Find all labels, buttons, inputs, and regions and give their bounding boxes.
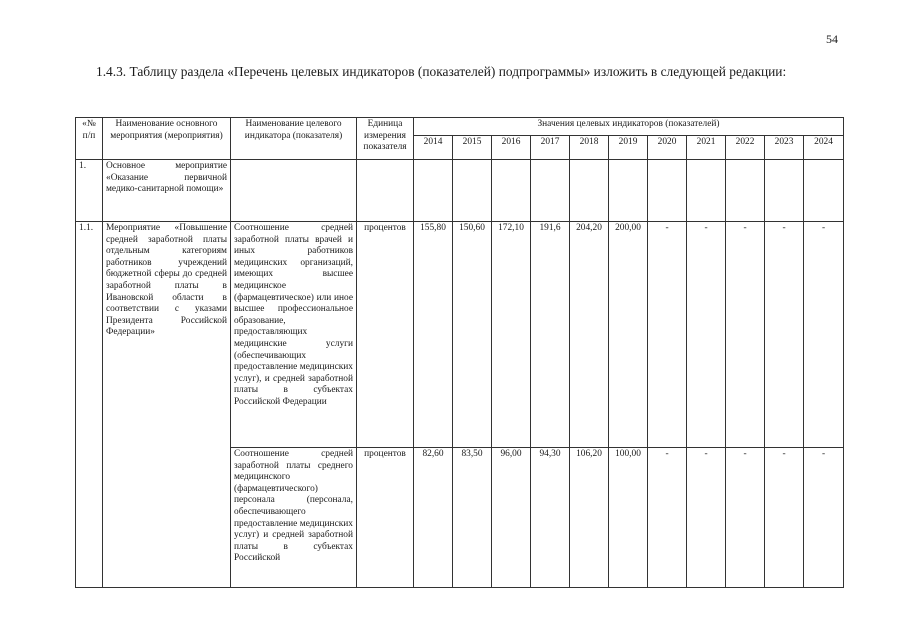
row-value <box>765 160 804 222</box>
row-value: 155,80 <box>414 222 453 448</box>
row-value: - <box>726 222 765 448</box>
row-num: 1.1. <box>76 222 103 588</box>
header-unit: Единица измерения показателя <box>357 118 414 160</box>
row-value <box>414 160 453 222</box>
row-num: 1. <box>76 160 103 222</box>
row-value: - <box>687 448 726 588</box>
row-value: - <box>765 222 804 448</box>
row-value <box>531 160 570 222</box>
row-value: 100,00 <box>609 448 648 588</box>
indicators-table <box>75 117 844 588</box>
header-year: 2018 <box>570 136 609 160</box>
row-unit <box>357 160 414 222</box>
row-value: 191,6 <box>531 222 570 448</box>
intro-paragraph: 1.4.3. Таблицу раздела «Перечень целевых индикаторов (показателей) подпрограммы» изложить в следующей редакции: <box>96 64 787 79</box>
row-value: 200,00 <box>609 222 648 448</box>
row-value: 94,30 <box>531 448 570 588</box>
row-indicator: Соотношение средней заработной платы среднего медицинского (фармацевтического) персонала (персонала, обеспечивающего предоставление медицинских услуг) и средней заработной платы в субъектах Российской <box>231 448 357 588</box>
row-value <box>453 160 492 222</box>
header-year: 2024 <box>804 136 844 160</box>
row-value: - <box>726 448 765 588</box>
table-header-row <box>76 118 844 136</box>
header-indicator: Наименование целевого индикатора (показателя) <box>231 118 357 160</box>
row-value <box>492 160 531 222</box>
row-value: 83,50 <box>453 448 492 588</box>
header-year: 2022 <box>726 136 765 160</box>
page-number: 54 <box>826 32 838 46</box>
row-value: 150,60 <box>453 222 492 448</box>
row-value <box>726 160 765 222</box>
header-year: 2020 <box>648 136 687 160</box>
row-value: - <box>804 222 844 448</box>
header-event: Наименование основного мероприятия (мероприятия) <box>103 118 231 160</box>
header-year: 2021 <box>687 136 726 160</box>
row-value: 204,20 <box>570 222 609 448</box>
row-value: 106,20 <box>570 448 609 588</box>
row-value <box>570 160 609 222</box>
header-year: 2023 <box>765 136 804 160</box>
header-values: Значения целевых индикаторов (показателей) <box>414 118 844 136</box>
row-value: 82,60 <box>414 448 453 588</box>
row-event: Основное мероприятие «Оказание первичной медико-санитарной помощи» <box>103 160 231 222</box>
row-value: - <box>687 222 726 448</box>
row-value: - <box>765 448 804 588</box>
row-value <box>804 160 844 222</box>
row-indicator: Соотношение средней заработной платы врачей и иных работников медицинских организаций, имеющих высшее медицинское (фармацевтическое) или иное высшее профессиональное образование, предоставляющих медицинские услуги (обеспечивающих предоставление медицинских услуг), и средней заработной платы в субъектах Российской Федерации <box>231 222 357 448</box>
row-value: - <box>804 448 844 588</box>
table-row <box>76 222 844 448</box>
row-value: 172,10 <box>492 222 531 448</box>
row-event: Мероприятие «Повышение средней заработной платы отдельным категориям работников учреждений бюджетной сферы до средней заработной платы в Ивановской области в соответствии с указами Президента Российской Федерации» <box>103 222 231 588</box>
header-year: 2019 <box>609 136 648 160</box>
row-value: 96,00 <box>492 448 531 588</box>
row-value <box>687 160 726 222</box>
row-indicator <box>231 160 357 222</box>
row-value <box>648 160 687 222</box>
header-year: 2016 <box>492 136 531 160</box>
header-num: «№ п/п <box>76 118 103 160</box>
header-year: 2015 <box>453 136 492 160</box>
row-value <box>609 160 648 222</box>
row-value: - <box>648 222 687 448</box>
header-year: 2017 <box>531 136 570 160</box>
row-unit: процентов <box>357 222 414 448</box>
header-year: 2014 <box>414 136 453 160</box>
row-unit: процентов <box>357 448 414 588</box>
row-value: - <box>648 448 687 588</box>
table-row <box>76 160 844 222</box>
